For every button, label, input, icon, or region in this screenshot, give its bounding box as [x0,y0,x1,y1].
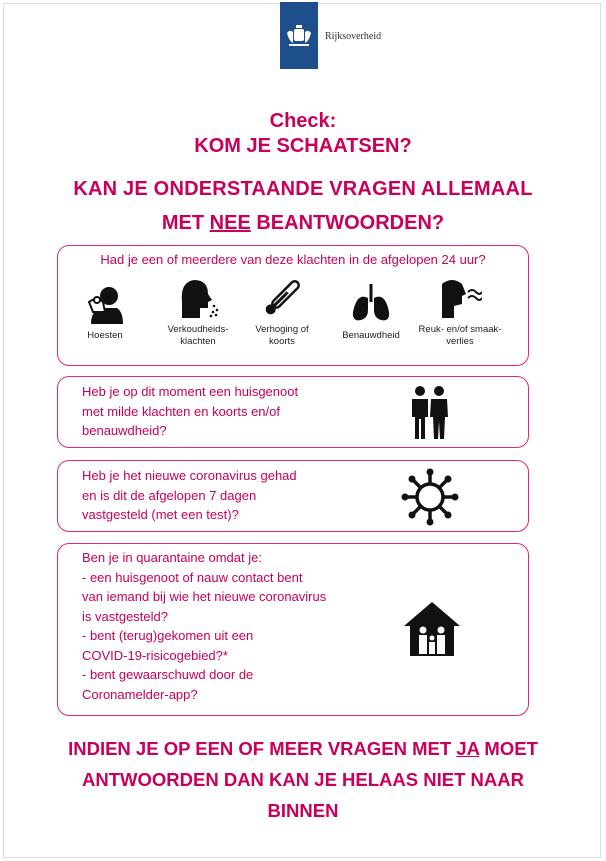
couple-icon [408,385,452,441]
lungs-icon [349,282,393,326]
symptom-label: Benauwdheid [342,330,400,341]
symptom-smell [414,276,506,348]
family-house-icon [402,600,462,658]
virus-line: en is dit de afgelopen 7 dagen [82,487,257,503]
quarantine-text [82,548,326,704]
check-label: Check: [269,110,337,132]
cold-icon [176,276,220,320]
quarantine-box [57,543,529,716]
thermometer-icon [260,276,304,320]
symptom-label: Verhoging of koorts [255,324,309,347]
household-text [82,382,298,441]
smell-icon [438,276,482,320]
footer-line-2: ANTWOORDEN DAN KAN JE HELAAS NIET NAAR [82,769,524,790]
question-line-1: KAN JE ONDERSTAANDE VRAGEN ALLEMAAL [73,178,533,200]
symptom-label: Hoesten [87,330,123,341]
quarantine-line: - bent gewaarschuwd door de [82,667,254,682]
symptom-cough [68,282,142,342]
symptom-fever [245,276,319,348]
quarantine-line: van iemand bij wie het nieuwe coronavirus [82,589,327,604]
symptom-label: Verkoudheids- klachten [167,324,229,347]
quarantine-line: is vastgesteld? [82,608,168,624]
symptom-label: Reuk- en/of smaak- verlies [418,324,502,347]
virus-text [82,466,297,525]
footer-line-1 [30,733,576,764]
cough-icon [83,282,127,326]
virus-icon [400,467,460,527]
footer-line-3: BINNEN [267,800,339,821]
page-title: KOM JE SCHAATSEN? [194,135,412,157]
household-box [57,376,529,448]
quarantine-line: - bent (terug)gekomen uit een [82,628,254,643]
quarantine-line: - een huisgenoot of nauw contact bent [82,569,303,585]
quarantine-line: COVID-19-risicogebied?* [82,647,228,663]
symptoms-title: Had je een of meerdere van deze klachten in de afgelopen 24 uur? [100,252,486,267]
virus-line: vastgesteld (met een test)? [82,507,239,522]
ja-emphasis: JA [456,738,480,759]
question-line-2-pre: MET [161,212,210,234]
virus-line: Heb je het nieuwe coronavirus gehad [82,468,297,483]
footer-line-1-post: MOET [479,738,538,759]
virus-box [57,460,529,532]
symptom-breathing [334,282,408,342]
symptom-cold [161,276,235,348]
logo-brand-text: Rijksoverheid [325,31,382,42]
household-line: benauwdheid? [82,423,167,438]
rijksoverheid-logo [280,2,318,69]
question-line-2-post: BEANTWOORDEN? [250,212,445,234]
quarantine-line: Coronamelder-app? [82,686,198,702]
footer-warning [30,733,576,826]
footer-line-1-pre: INDIEN JE OP EEN OF MEER VRAGEN MET [68,738,457,759]
nee-emphasis: NEE [209,212,251,234]
symptoms-box [57,245,529,366]
question-line-2 [0,212,606,235]
quarantine-line: Ben je in quarantaine omdat je: [82,550,262,565]
household-line: Heb je op dit moment een huisgenoot [82,384,299,399]
household-line: met milde klachten en koorts en/of [82,403,280,419]
coat-of-arms-icon [285,23,313,49]
